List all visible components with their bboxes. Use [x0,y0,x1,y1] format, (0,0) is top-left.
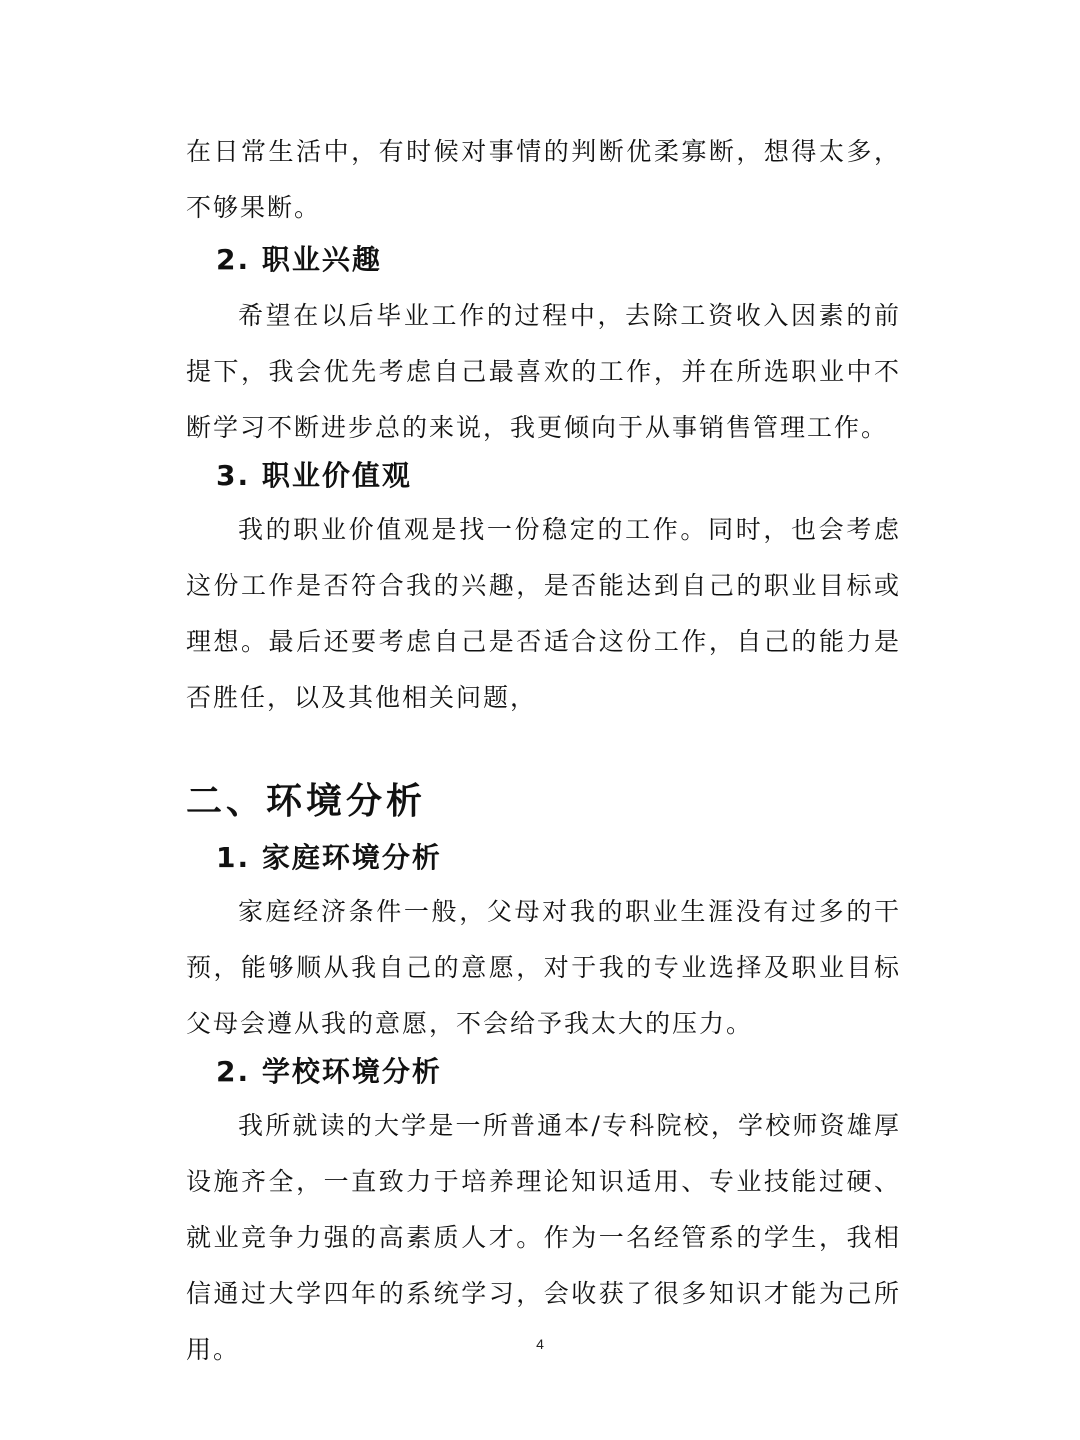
paragraph-family-environment: 家庭经济条件一般，父母对我的职业生涯没有过多的干预，能够顺从我自己的意愿，对于我的专业选择及职业目标父母会遵从我的意愿，不会给予我太大的压力。 [186,897,901,1038]
heading-environment-analysis: 二、环境分析 [186,781,427,822]
paragraph-career-values: 我的职业价值观是找一份稳定的工作。同时，也会考虑这份工作是否符合我的兴趣，是否能达到自己的职业目标或理想。最后还要考虑自己是否适合这份工作，自己的能力是否胜任，以及其他相关问题， [186,515,901,712]
paragraph-school-environment: 我所就读的大学是一所普通本/专科院校，学校师资雄厚设施齐全，一直致力于培养理论知识适用、专业技能过硬、就业竞争力强的高素质人才。作为一名经管系的学生，我相信通过大学四年的系统学习，会收获了很多知识才能为己所用。 [186,1111,901,1364]
subheading-career-values: 3. 职业价值观 [216,459,412,492]
subheading-career-interest: 2. 职业兴趣 [216,243,382,276]
page-number: 4 [536,1336,544,1352]
subheading-family-environment: 1. 家庭环境分析 [216,841,442,874]
subheading-school-environment: 2. 学校环境分析 [216,1055,442,1088]
paragraph-personality-continued: 在日常生活中，有时候对事情的判断优柔寡断，想得太多，不够果断。 [186,137,901,222]
paragraph-career-interest: 希望在以后毕业工作的过程中，去除工资收入因素的前提下，我会优先考虑自己最喜欢的工作，并在所选职业中不断学习不断进步总的来说，我更倾向于从事销售管理工作。 [186,301,901,442]
